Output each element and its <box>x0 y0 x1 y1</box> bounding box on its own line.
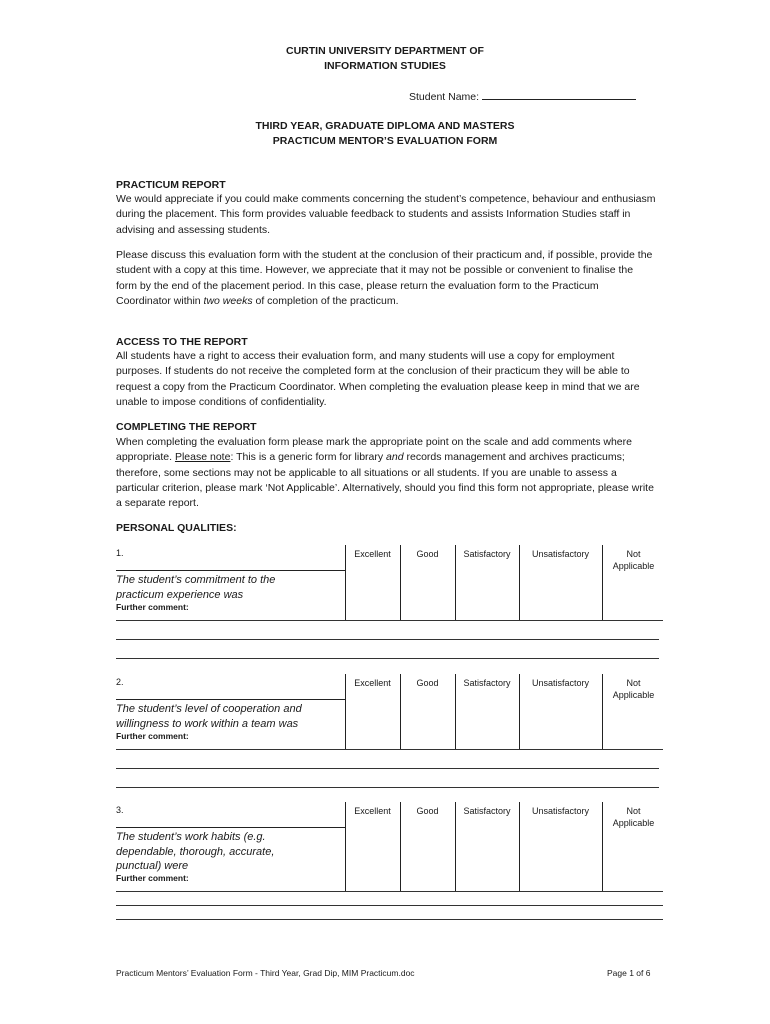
report-paragraph-1 <box>116 192 656 238</box>
completing-p-a: When completing the evaluation form please mark the appropriate point on the scale and add comments where appropriate. <box>116 436 632 464</box>
rating-unsatisfactory-cell[interactable] <box>520 700 602 724</box>
scale-not-applicable-header-2: Applicable <box>612 818 655 828</box>
criterion-line2: dependable, thorough, accurate, <box>116 845 275 858</box>
form-title-line2: PRACTICUM MENTOR’S EVALUATION FORM <box>272 135 498 147</box>
criterion-line1: The student’s commitment to the <box>116 574 276 586</box>
report-paragraph-2 <box>116 248 656 309</box>
criterion-top-rule <box>116 570 345 571</box>
criterion-text <box>116 830 344 874</box>
rating-unsatisfactory-cell[interactable] <box>520 828 602 866</box>
question-number: 1. <box>116 548 124 558</box>
please-note: Please note <box>174 451 231 464</box>
comment-line[interactable] <box>116 639 659 640</box>
question-number: 2. <box>116 677 124 687</box>
completing-and: and <box>386 451 404 464</box>
comment-line[interactable] <box>116 749 663 750</box>
department-title: CURTIN UNIVERSITY DEPARTMENT OF <box>286 45 484 57</box>
rating-good-cell[interactable] <box>401 828 455 866</box>
student-name-line[interactable] <box>482 89 636 100</box>
criterion-line1: The student’s level of cooperation and <box>116 703 302 715</box>
comment-line[interactable] <box>116 787 659 788</box>
scale-not-applicable-header-1: Not <box>626 806 641 816</box>
comment-line[interactable] <box>116 905 663 906</box>
access-paragraph <box>116 349 656 410</box>
criterion-top-rule <box>116 827 345 828</box>
question-number: 3. <box>116 805 124 815</box>
scale-not-applicable-header-2: Applicable <box>612 690 655 700</box>
department-subtitle: INFORMATION STUDIES <box>324 60 446 72</box>
report-paragraph-1-text: We would appreciate if you could make comments concerning the student’s competence, behaviour and enthusiasm during the placement. This form provides valuable feedback to students and assists Information Studies staff in advising and assessing students. <box>116 193 656 236</box>
report-p2-b: of completion of the practicum. <box>252 294 399 307</box>
student-name-label: Student Name: <box>409 91 482 103</box>
scale-satisfactory-header: Satisfactory <box>463 678 511 688</box>
footer-page-number: Page 1 of 6 <box>607 968 651 978</box>
report-p2-emphasis: two weeks <box>203 294 253 307</box>
scale-good-header: Good <box>416 806 439 816</box>
rating-excellent-cell[interactable] <box>346 828 400 866</box>
rating-excellent-cell[interactable] <box>346 571 400 595</box>
scale-satisfactory-header: Satisfactory <box>463 549 511 559</box>
scale-good-header: Good <box>416 678 439 688</box>
access-paragraph-text: All students have a right to access their evaluation form, and many students will use a copy for employment purposes. If students do not receive the completed form at the conclusion of their practicum they will be able to request a copy from the Practicum Coordinator. When completing the evaluation please keep in mind that we are unable to impose conditions of confidentiality. <box>116 350 640 408</box>
report-p2-a: Please discuss this evaluation form with the student at the conclusion of their practicum and, if possible, provide the student with a copy at this time. However, we appreciate that it may not be possible or convenient to finalise the form by the end of the placement period. In this case, please return the evaluation form to the Practicum Coordinator within <box>116 249 653 307</box>
rating-satisfactory-cell[interactable] <box>456 700 519 724</box>
completing-p-b: : This is a generic form for library <box>230 451 387 464</box>
scale-excellent-header: Excellent <box>354 549 391 559</box>
scale-unsatisfactory-header: Unsatisfactory <box>531 678 590 688</box>
further-comment-label: Further comment: <box>116 731 189 741</box>
scale-unsatisfactory-header: Unsatisfactory <box>531 806 590 816</box>
comment-line[interactable] <box>116 919 663 920</box>
completing-paragraph <box>116 435 656 511</box>
criterion-text <box>116 573 344 602</box>
completing-p-c: records management and archives practicums; therefore, some sections may not be applicable to all situations or all students. If you are unable to assess a particular criterion, please mark ‘Not Applicable’. Alternatively, should you find this form not appropriate, please write a separate report. <box>116 451 654 510</box>
criterion-line2: practicum experience was <box>116 588 244 601</box>
section-heading-personal: PERSONAL QUALITIES: <box>116 522 237 534</box>
rating-not-applicable-cell[interactable] <box>603 700 665 724</box>
scale-excellent-header: Excellent <box>354 678 391 688</box>
comment-line[interactable] <box>116 891 663 892</box>
scale-not-applicable-header-1: Not <box>626 549 641 559</box>
rating-satisfactory-cell[interactable] <box>456 571 519 595</box>
rating-not-applicable-cell[interactable] <box>603 571 665 595</box>
scale-good-header: Good <box>416 549 439 559</box>
rating-satisfactory-cell[interactable] <box>456 828 519 866</box>
scale-unsatisfactory-header: Unsatisfactory <box>531 549 590 559</box>
scale-not-applicable-header-2: Applicable <box>612 561 655 571</box>
criterion-text <box>116 702 344 731</box>
comment-line[interactable] <box>116 768 659 769</box>
scale-satisfactory-header: Satisfactory <box>463 806 511 816</box>
form-title-line1: THIRD YEAR, GRADUATE DIPLOMA AND MASTERS <box>255 120 515 132</box>
criterion-line1: The student’s work habits (e.g. <box>116 831 266 843</box>
rating-excellent-cell[interactable] <box>346 700 400 724</box>
rating-good-cell[interactable] <box>401 700 455 724</box>
student-name-field[interactable] <box>409 89 636 103</box>
section-heading-report: PRACTICUM REPORT <box>116 179 226 191</box>
criterion-line2: willingness to work within a team was <box>116 717 299 730</box>
rating-good-cell[interactable] <box>401 571 455 595</box>
criterion-line3: punctual) were <box>116 860 189 872</box>
further-comment-label: Further comment: <box>116 873 189 883</box>
scale-not-applicable-header-1: Not <box>626 678 641 688</box>
rating-not-applicable-cell[interactable] <box>603 828 665 866</box>
further-comment-label: Further comment: <box>116 602 189 612</box>
criterion-top-rule <box>116 699 345 700</box>
section-heading-access: ACCESS TO THE REPORT <box>116 336 248 348</box>
footer-document-name: Practicum Mentors’ Evaluation Form - Third Year, Grad Dip, MIM Practicum.doc <box>116 968 415 978</box>
scale-excellent-header: Excellent <box>354 806 391 816</box>
section-heading-completing: COMPLETING THE REPORT <box>116 421 257 433</box>
comment-line[interactable] <box>116 658 659 659</box>
comment-line[interactable] <box>116 620 663 621</box>
rating-unsatisfactory-cell[interactable] <box>520 571 602 595</box>
